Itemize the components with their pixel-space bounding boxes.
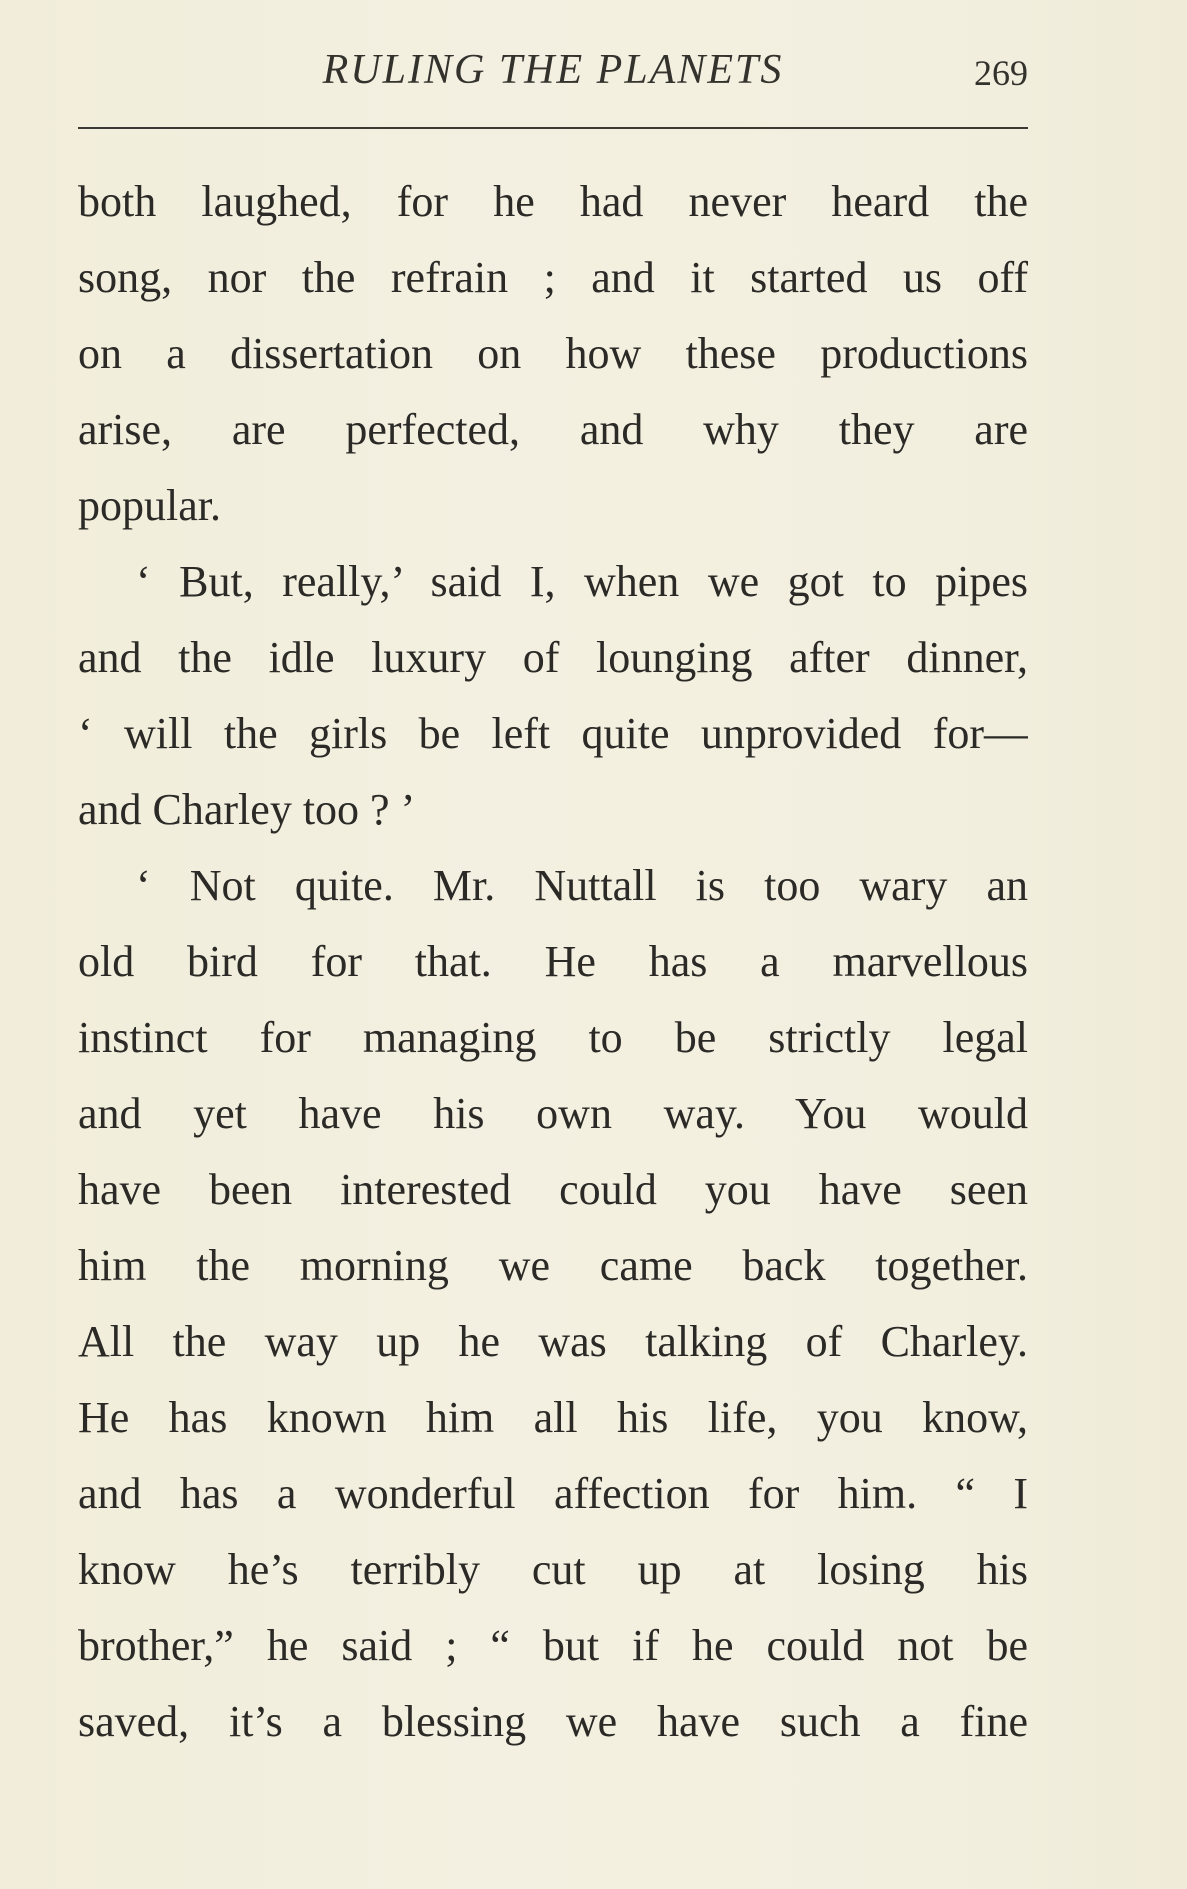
text-line: popular. xyxy=(78,481,221,530)
text-line: ‘ will the girls be left quite unprovided for— xyxy=(78,709,1028,758)
text-line: and has a wonderful affection for him. “ I xyxy=(78,1469,1028,1518)
text-line: and yet have his own way. You would xyxy=(78,1089,1028,1138)
text-line: instinct for managing to be strictly legal xyxy=(78,1013,1028,1062)
text-line: have been interested could you have seen xyxy=(78,1165,1028,1214)
text-line: both laughed, for he had never heard the xyxy=(78,177,1028,226)
text-line: brother,” he said ; “ but if he could not be xyxy=(78,1621,1028,1670)
text-line: He has known him all his life, you know, xyxy=(78,1393,1028,1442)
text-line: saved, it’s a blessing we have such a fine xyxy=(78,1697,1028,1746)
text-line: ‘ Not quite. Mr. Nuttall is too wary an xyxy=(136,861,1028,910)
text-line: song, nor the refrain ; and it started us off xyxy=(78,253,1028,302)
page-number: 269 xyxy=(974,53,1028,93)
text-line: old bird for that. He has a marvellous xyxy=(78,937,1028,986)
running-title: RULING THE PLANETS xyxy=(322,47,784,93)
header-rule xyxy=(78,127,1028,129)
running-head xyxy=(78,46,1028,106)
text-line: All the way up he was talking of Charley. xyxy=(78,1317,1028,1366)
text-line: on a dissertation on how these productions xyxy=(78,329,1028,378)
text-line: know he’s terribly cut up at losing his xyxy=(78,1545,1028,1594)
text-line: and Charley too ? ’ xyxy=(78,785,416,834)
body-text xyxy=(78,164,1028,1760)
text-line: him the morning we came back together. xyxy=(78,1241,1028,1290)
text-line: ‘ But, really,’ said I, when we got to pipes xyxy=(136,557,1028,606)
text-line: arise, are perfected, and why they are xyxy=(78,405,1028,454)
text-line: and the idle luxury of lounging after dinner, xyxy=(78,633,1028,682)
